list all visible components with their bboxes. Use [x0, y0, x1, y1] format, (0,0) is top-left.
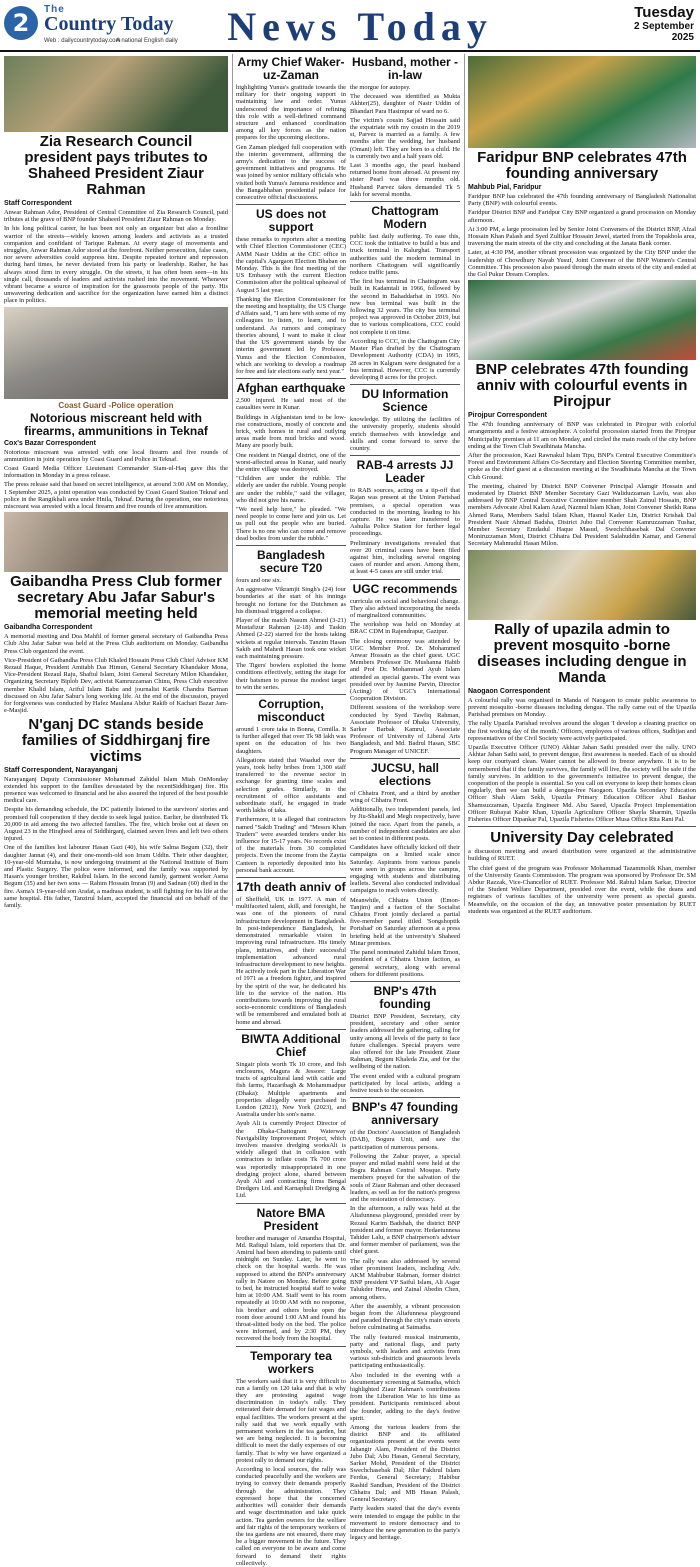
paragraph: An aggressive Vikramjit Singh's (24) four boundaries at the start of his innings brought no fortune for the Dutchmen as his dismissal triggered a collapse. — [236, 586, 346, 615]
paragraph: Among the various leaders from the district BNP and its affiliated organizations present at the events were Jahangir Alam, President of the District Jubo Dal; Abu Hasan, General Secretary, Sarker Mohd, President of the District Swechchasebak Dal; Jilur Fakhrul Islam Ferdus, General Secretary; Habibur Rashid Sandhan, President of the District Chhatra Dal; and MB Hasan Palash, General Secretary. — [350, 1424, 460, 1504]
article — [350, 459, 460, 575]
paragraph: Later, at 4:30 PM, another vibrant procession was organized by the City BNP under the leadership of Chowdhury Nayab Yusuf, Joint Convener of the BNP Women's Central Committee. This procession also passed through the main streets of the city and ended at the Gol Pukur Dream Complex. — [468, 249, 696, 279]
divider — [350, 981, 460, 982]
paragraph: Meanwhile, Chhatra Union (Emon-Tanjim) and a faction of the Socialist Chhatra Front jointly declared a partial five-member panel titled 'Songshoptik Porishad' on Saturday afternoon at a press briefing held at the university's Shaheed Minar premises. — [350, 896, 460, 947]
website: Web : dailycountrytoday.com — [44, 38, 121, 44]
paragraph: Vice-President of Gaibandha Press Club Khaled Hossain Press Club Chief Advisor KM Rezaul Haque, President Amitabh Das Himun, General Secretary Khandaker Mona, Vice-President Rezaul Raju, Shafiul Islam, Joint General Secretary Milon Khandaker, Organizing Secretary Biplob Dev, activist Kamruzzaman Chinu, Press Club executive member Khalid Islam, Ariful Islam Babu and journalist Kartik Chandra Barman discussed on Abu Jafar Sabur's long working life. At the end of the discussion, prayed for forgiveness was conducted by Hafez Maulana Abdur Rakib of Kachari Bazar Jam-e-Masjid. — [4, 656, 228, 715]
paragraph: curricula on social and behavioral change. They also advised incorporating the needs of marginalized communities. — [350, 597, 460, 619]
article — [236, 1350, 346, 1567]
article — [236, 208, 346, 375]
paragraph: The 47th founding anniversary of BNP was celebrated in Pirojpur with colorful arrangements and a festive atmosphere. A colorful procession started from the Pirojpur Municipality premises at 11 am on Monday, and circled the main roads of the city before ending at the Town Club Swadhinata Mancha. — [468, 421, 696, 450]
article — [236, 698, 346, 874]
paragraph: District BNP President, Secretary, city president, secretary and other senior leaders addressed the gathering, calling for unity among all levels of the party to face future challenges. Special prayers were also offered for the late President Ziaur Rahman, Begum Khaleda Zia, and for the wellbeing of the nation. — [350, 1012, 460, 1071]
paragraph: Upazila Executive Officer (UNO) Akhtar Jahan Sathi presided over the rally. UNO Akhtar Jahan Sathi said, to prevent dengue, first awareness is needed. Each of us should keep our courtyard clean. Water cannot be allowed to freeze anywhere. It is to be remembered that if the family survives, the family will live, the society will be safe if the family survives. In addition to the government's initiative to prevent dengue, the cooperation of the people is essential. So you call on everyone to keep their homes clean regularly, then we can build a dengue-free Naogaon. Upazila Secondary Education Officer Shah Alam Sekh, Upazila Primary Education Officer Abul Bashar Shamsuzzaman, Upazila Engineer Md. Abu Saeed, Upazila Project Implementation Officer Rubayat Kabir Khan, Upazila Agriculture Officer Shayla Sharmin, Upazila Fisheries Officer Dipankar Pal, Upazila Fisheries Officer Musa Office Rita Rani Pal. — [468, 743, 696, 823]
article — [468, 830, 696, 915]
divider — [350, 1097, 460, 1098]
headline: UGC recommends — [352, 581, 458, 596]
paragraph: The event ended with a cultural program participated by local artists, adding a festive touch to the occasion. — [350, 1072, 460, 1094]
paragraph: 2,500 injured. He said most of the casualties were in Kunar. — [236, 397, 346, 412]
paragraph: The chief guest of the program was Professor Mohammad Tazammolik Khan, member of the University Grants Commission. The program was sponsored by Professor Dr. SM Abdur Razzak, Vice-Chancellor of RUET. Professor Md. Rabiul Islam Sarkar, Director of the Student Welfare Department, presided over the event, while the deans and registrars of various faculties of the university were present as special guests. Meanwhile, on the occasion of the day, an innovative poster presentation by RUET students was organized at the RUET auditorium. — [468, 864, 696, 915]
paragraph: a discussion meeting and award distribution were organized at the administrative building of RUET. — [468, 848, 696, 863]
paragraph: The victim's cousin Sajjad Hossain said the expatriate with my cousin in the 2019 st, Parvez is married as a family. A few months after the wedding, her husband (Omani) left. They are born to a child. He is currently two and a half years old. — [350, 116, 460, 160]
paragraph: Preliminary investigations revealed that over 20 criminal cases have been filed against him, including several ongoing cases of murder and arson. Among them, at least 4-5 cases are still under trial. — [350, 539, 460, 576]
meeting-photo — [4, 512, 228, 572]
paragraph: In the afternoon, a rally was held at the Altafunnesa playground, presided over by Rezaul Karim Badshah, the district BNP president and former mayor. Hedaetunnesa Tahider Lalu, a BNP chairperson's adviser and former member of parliament, was the chief guest. — [350, 1205, 460, 1256]
paragraph: Following the Zahur prayer, a special prayer and milad mahfil were held at the Bogra Rahman Central Mosque. Party members prayed for the salvation of the souls of Ziaur Rahman and other deceased leaders, as well as for the nation's progress and the restoration of democracy. — [350, 1152, 460, 1203]
paragraph: One resident in Nangal district, one of the worst-affected areas in Kunar, said nearly the entire village was destroyed. — [236, 451, 346, 473]
arrest-photo — [4, 307, 228, 399]
article — [468, 362, 696, 547]
dengue-rally-photo — [468, 550, 696, 620]
day: Tuesday — [634, 4, 694, 21]
paragraph: One of the families lost labourer Hasan Gazi (40), his wife Salma Begum (32), their daughter Jannat (4), and their one-month-old son Irram Uddin. Their other daughter, 10-year-old Mumtaha, is now undergoing treatment at the National Institute of Burn and Plastic Surgery. The police were informed, and the family was supported by Hasan's younger brother, Rakibul Islam. In the second family, garment worker Asma Begum (35) and her two sons — Rahim Hossain Imran (9) and Sadnan (60) died in the fire. Asma's 19-year-old son Arafat, a madrasa student, is still fighting for his life at the same hospital. His father, Tanzirul Islam, accepted the financial aid on behalf of the family. — [4, 844, 228, 909]
wreath-photo — [4, 56, 228, 132]
divider — [236, 1203, 346, 1204]
paragraph: Party leaders stated that the day's events were intended to engage the public in the movement to restore democracy and to introduce the new generation to the party's legacy and heritage. — [350, 1505, 460, 1542]
paragraph: of Chhatra Front, and a third by another wing of Chhatra Front. — [350, 789, 460, 805]
headline: BIWTA Additional Chief — [241, 1031, 341, 1059]
paragraph: Narayanganj Deputy Commissioner Mohammad Zahidul Islam Miah OnMonday extended his support to the families devastated by the recentSiddhirganj fire. His presence was welcomed to financial and he also assured the injured of the best possible medical care. — [4, 775, 228, 805]
article — [4, 134, 228, 305]
byline: Pirojpur Correspondent — [468, 412, 547, 420]
headline: Faridpur BNP celebrates 47th founding anniversary — [477, 149, 687, 182]
divider — [236, 877, 346, 878]
headline: BNP's 47 founding anniversary — [351, 1100, 459, 1128]
paragraph: highlighting Yunus's gratitude towards the military for their ongoing support in maintaining law and order. Yunus underscored the importance of refining this role with a well-defined command structure and enhanced coordination among all key forces as the nation prepares for the upcoming elections. — [236, 84, 346, 142]
paragraph: In his long political career, he has been not only an organizer but also a frontline warrior of the streets—widely known among leaders and activists as a trusted companion and confidant of Tarique Rahman. At every stage of movements and struggles, Anwar Rahman Ador stood at the forefront. Neither persecution, false cases, nor severe adversities could suppress him. Despite repeated torture and repression during hard times, he never deviated from his party or leadership. Rather, he has always stood firm in every struggle. On the streets, it has often been seen—in his single call, thousands of leaders and activists rushed into the movement. Whenever vibrant became a source of inspiration for the grassroots people of the party. His unwavering dedication and sacrifice for the organization have earned him a distinct place in politics. — [4, 225, 228, 305]
headline: RAB-4 arrests JJ Leader — [356, 458, 454, 486]
divider — [236, 545, 346, 546]
tagline: A national English daily — [116, 38, 178, 44]
paragraph: Additionally, two independent panels, led by Jiu-Shakil and Megh respectively, have joined the race. Apart from the panels, a number of independent candidates are also set to contest in different posts. — [350, 806, 460, 843]
paragraph: Different sessions of the workshop were conducted by Syed Tawfiq Rahman, Associate Professor of Dhaka University, Sarker Barbak Kamrul, Associate Professor of University of Liberal Arts Bangladesh, and Md. Badrul Hasan, SBC Program Manager of UNICEF. — [350, 704, 460, 755]
brand-name: Country Today — [44, 13, 174, 35]
paragraph: The rally was also addressed by several other prominent leaders, including Adv. AKM Mahbubur Rahman, former district BNP president VP Saiful Islam, Ali Asgar Talukder Hena, and Zainal Abedin Chen, among others. — [350, 1257, 460, 1301]
divider — [350, 201, 460, 202]
paragraph: The deceased was identified as Mukta Akhter(25), daughter of Nasir Uddin of Bhandari Para Hasimpur of ward no 6. — [350, 93, 460, 115]
article — [350, 762, 460, 978]
paragraph: Player of the match Nasum Ahmed (3-21) Mustafizur Rahman (2-18) and Taskin Ahmed (2-22) starred for the hosts taking wickets at regular intervals. Tanzim Hasan Sakib and Mahedi Hasan took one wicket each maintaining pressure. — [236, 616, 346, 660]
byline: Mahbub Pial, Faridpur — [468, 184, 542, 191]
paragraph: around 1 crore taka in Bonna, Comilla. It is further alleged that over Tk 98 lakh was spent on the education of his two daughters. — [236, 726, 346, 755]
paragraph: Buildings in Afghanistan tend to be low-rise constructions, mostly of concrete and brick, with homes in rural and outlying areas made from mud bricks and wood. Many are poorly built. — [236, 413, 346, 450]
paragraph: Despite his demanding schedule, the DC patiently listened to the survivors' stories and promised full cooperation if they decide to seek legal justice. Earlier, he distributed Tk 20,000 in aid among the two affected families. The fire, which broke out at dawn on August 23 in the Hirajheel area of Siddhirganj, claimed seven lives and left two others injured. — [4, 806, 228, 843]
headline: Bangladesh secure T20 — [256, 547, 325, 575]
headline: DU Information Science — [361, 387, 449, 415]
headline: BNP's 47th founding — [373, 983, 437, 1011]
paragraph: Notorious miscreant was arrested with one local firearm and five rounds of ammunition in joint operation by Coast Guard and Police in Teknaf. — [4, 448, 228, 463]
article — [350, 1101, 460, 1541]
byline: Staff Correspondent, Narayanganj — [4, 766, 118, 774]
paragraph: A colourful rally was organised in Manda of Naogaon to create public awareness to prevent mosquito -borne diseases including dengue. The rally came out of the Upazila Parishad premises on Monday. — [468, 696, 696, 719]
divider — [236, 204, 346, 205]
paragraph: Thanking the Election Commissioner for the meeting and hospitality, the US Charge d'Affairs said, "I am here with some of my colleagues to listen, to learn, and to understand. As rumors and conspiracy theories abound, I want to make it clear that the US government stands by the interim government led by Professor Yunus and the Election Commission, which are working to develop a roadmap for free and fair elections early next year." — [236, 295, 346, 375]
masthead — [0, 0, 700, 52]
paragraph: According to local sources, the rally was conducted peacefully and the workers are trying to convey their demands properly through the administration. They expressed hope that the concerned authorities will consider their demands and wage discrimination and take quick action. Tea garden owners for the welfare and fair rights of the temporary workers of the tea gardens are not ensured, there may be a bigger movement in the future. They called on everyone to be aware and come forward to demand their rights collectively. — [236, 1466, 346, 1567]
date: 2 September — [633, 21, 694, 32]
paragraph: A memorial meeting and Doa Mahfil of former general secretary of Gaibandha Press Club Abu Jafar Sabur was held at the Press Club auditorium on Monday. Gaibandha Press Club organized the event. — [4, 633, 228, 655]
headline: Notorious miscreant held with firearms, ammunitions in Teknaf — [24, 410, 208, 438]
paragraph: fours and one six. — [236, 576, 282, 584]
paragraph: The panel nominated Zahidul Islam Emon, president of a Chhatra Union faction, as general secretary, along with several others for different positions. — [350, 949, 460, 978]
paragraph: The closing ceremony was attended by UGC Member Prof. Dr. Mohammed Anwar Hossain as the chief guest. UGC Members Professor Dr. Mushanna Habib and Prof Dr. Mohammad Ayub Islam attended as special guests. The event was presided over by Jasmine Parvin, Director (Acting) of UGC's International Cooperation Division. — [350, 637, 460, 703]
paragraph: Also included in the evening with a documentary screening at Satmatha, which highlighted Ziaur Rahman's contributions from the Liberation War to his time as president. Participants reminisced about the founder, adding to the day's festive spirit. — [350, 1371, 460, 1422]
column-3 — [468, 54, 696, 915]
headline: Zia Research Council president pays tributes to Shaheed President Ziaur Rahman — [24, 133, 208, 198]
paragraph: The Tigers' bowlers exploited the home conditions effectively, setting the stage for their batsmen to pursue the modest target to win the series. — [236, 662, 346, 691]
article — [350, 56, 460, 198]
rally-photo — [468, 56, 696, 148]
article — [350, 583, 460, 755]
paragraph: Furthermore, it is alleged that contractors named "Sakib Trading" and "Messrs Khan Traders" were awarded tenders under his influence for 15-17 years. No records exist of the materials from 30 completed projects. Even the income from the Zaytia Canteen is reportedly deposited into his personal bank account. — [236, 816, 346, 874]
section-title: News Today — [227, 4, 493, 49]
paragraph: of Sheffield, UK in 1977. A man of multifaceted talent, skill, and foresight, he was one of the pioneers of rural infrastructure development in Bangladesh. In post-independence Bangladesh, he demonstrated remarkable vision in improving rural infrastructure. His timely plans, initiatives, and their successful implementation advanced rural infrastructure development to new heights. He actively took part in the Liberation War of 1971 as a freedom fighter, and inspired by the spirit of the war, he dedicated his life to the service of the nation. His contributions towards improving the rural socio-economic conditions of Bangladesh will be remembered and emulated both at home and abroad. — [236, 896, 346, 1026]
byline: Naogaon Correspondent — [468, 687, 551, 695]
paragraph: public fast daily suffering. To ease this, CCC took the initiative to build a bus and truck terminal in Kalurghat. Transport authorities said the modern terminal in northern Chattogram will significantly reduce traffic jams. — [350, 233, 460, 277]
headline: Rally of upazila admin to prevent mosquito -borne diseases including dengue in Manda — [477, 620, 687, 686]
divider — [350, 758, 460, 759]
article — [350, 985, 460, 1094]
paragraph: The rally featured musical instruments, party and national flags, and party symbols, with leaders and activists from various sub-districts and grassroots levels participating enthusiastically. — [350, 1333, 460, 1370]
article — [236, 881, 346, 1026]
dateline — [594, 4, 694, 43]
column-rule — [232, 54, 233, 906]
headline: University Day celebrated — [490, 829, 674, 847]
article — [350, 205, 460, 381]
paragraph: The first bus terminal in Chattogram was built in Kadamtali in 1966, followed by the second in Bahaddarhat in 1993. No new bus terminal was built in the following 32 years. The city bus terminal project was approved in October 2019, but due to various complications, CCC could not complete it on time. — [350, 278, 460, 336]
headline: JUCSU, hall elections — [370, 760, 439, 788]
headline: Afghan earthquake — [236, 381, 346, 396]
headline: US does not support — [255, 207, 326, 235]
brand-top: The — [44, 4, 65, 15]
article — [4, 574, 228, 714]
article — [350, 388, 460, 452]
headline: N'ganj DC stands beside families of Siddhirganj fire victims — [21, 715, 211, 765]
paragraph: After the procession, Kazi Rawnakul Islam Tipu, BNP's Central Executive Committee's Forest and Environment Affairs Co-Secretary and Election Steering Committee member, spoke as the chief guest at a discussion meeting at the Swadhinata Mancha at the Town Club Ground. — [468, 452, 696, 481]
byline: Gaibandha Correspondent — [4, 624, 93, 632]
byline: Cox's Bazar Correspondent — [4, 439, 96, 447]
paragraph: Faridpur BNP has celebrated the 47th founding anniversary of Bangladesh Nationalist Party (BNP) with colourful events. — [468, 193, 696, 208]
paragraph: The workshop was held on Monday at BRAC CDM in Rajendrapur, Gazipur. — [350, 621, 460, 636]
paragraph: Anwar Rahman Ador, President of Central Committee of Zia Research Council, paid tributes at the grave of BNP founder Shaheed President Ziaur Rahman on Monday. — [4, 209, 228, 224]
paragraph: Allegations stated that Waadud over the years, took hefty bribes from 1,300 staff transferred to the revenue sector in exchange for granting time scales and selection grades. Similarly, in the recruitment of office assistants and subordinate staff, he engaged in trade worth lakhs of taka. — [236, 756, 346, 815]
column-2b — [350, 54, 460, 1542]
article — [236, 1207, 346, 1343]
paragraph: The workers said that it is very difficult to run a family on 120 taka and that is why they are protesting against wage discrimination in today's rally. They reiterated their demand for fair wages and equal facilities. The workers present at the rally said that we work equally with permanent workers in the tea garden, but we are being neglected. It is becoming difficult to meet the daily expenses of our family. That is why we have organized a protest rally to demand our rights. — [236, 1377, 346, 1464]
procession-photo — [468, 280, 696, 360]
paragraph: At 3:00 PM, a large procession led by Senior Joint Conveners of the District BNP, Afzal Hossain Khan Palash and Syed Zulfikar Hossain Jewel, started from the Topakhola area, traversing the main streets of the city and concluding at the Janata Bank corner. — [468, 225, 696, 248]
byline: Staff Correspondent — [4, 200, 72, 207]
headline: Chattogram Modern — [371, 204, 439, 232]
paragraph: The rally Upazila Parishad revolves around the slogan 'I develop a cleaning practice on the first working day of the month.' Officers, employees of various offices, Sudhijan and representatives of the Civil Society were actively participated. — [468, 720, 696, 742]
brand-logo — [44, 4, 184, 44]
headline: Natore BMA President — [256, 1205, 326, 1233]
article — [468, 150, 696, 278]
paragraph: "Children are under the rubble. The elderly are under the rubble. Young people are under the rubble," said the villager, who did not give his name. — [236, 475, 346, 504]
divider — [236, 378, 346, 379]
paragraph: Gen Zaman pledged full cooperation with the interim government, affirming the army's dedication to the success of government initiatives and programs. He was joined by senior military officials who visited both Yunus's Jamuna residence and the Bangabhaban presidential palace for consecutive official discussions. — [236, 143, 346, 202]
headline: BNP celebrates 47th founding anniv with colourful events in Pirojpur — [475, 361, 689, 411]
paragraph: Ayub Ali is currently Project Director of the Dhaka-Chattogram Waterway Navigability Improvement Project, which involves massive dredging worksAli is widely alleged that in collusion with contractors to inflate costs Tk 700 crore was reportedly misappropriated in one dredging project alone, shared between Ayub Ali and contracting firms Bengal Dredgers Ltd. and Karnaphuli Dredging & Ltd. — [236, 1120, 346, 1200]
article — [4, 717, 228, 910]
paragraph: "We need help here," he pleaded. "We need people to come here and join us. Let us pull out the people who are buried. There is no one who can come and remove dead bodies from under the rubble." — [236, 505, 346, 542]
paragraph: brother and manager of Amantha Hospital, Md. Rafiqul Islam, told reporters that Dr. Amirul had been attending to patients until midnight on Sunday. Later, he went to check on the hospital wards. He was supposed to attend the BNP's anniversary rally in Natore on Monday. Before going to bed, he instructed hospital staff to wake him at 10:00 AM. Staff went to his room repeatedly at 10:00 AM with no response, his brother and others broke open the room door around 1:00 AM and found his throat-slitted body on the bed. The police were informed, and by 2:30 PM, they recovered the body from the hospital. — [236, 1234, 346, 1343]
paragraph: of the Doctors' Association of Bangladesh (DAB), Bogura Unit, and saw the participation of numerous persons. — [350, 1129, 460, 1151]
paragraph: Faridpur District BNP and Faridpur City BNP organized a grand procession on Monday afternoon. — [468, 209, 696, 224]
article — [4, 401, 228, 511]
paragraph: to RAB sources, acting on a tip-off that Rajan was present at the Union Parishad premises, a special operation was conducted in the morning, leading to his capture. He was later transferred to Ashulia Police Station for further legal proceedings. — [350, 487, 460, 538]
headline: Temporary tea workers — [250, 1348, 332, 1376]
paragraph: these remarks to reporters after a meeting with Chief Election Commissioner (CEC) AMM Nasir Uddin at the CEC office in the capital's Agargaon Election Bhaban on Monday. This is the first meeting of the US Embassy with the current Election Commission after the political upheaval of August 5 last year. — [236, 236, 346, 294]
paragraph: The press release said that based on secret intelligence, at around 3:00 AM on Monday, 1 September 2025, a joint operation was conducted by Coast Guard Station Teknaf and police in the Rangikhali area under Hnila, Teknaf. During the operation, one notorious miscreant was arrested with a local firearm and five rounds of live ammunition. — [4, 481, 228, 511]
divider — [236, 1029, 346, 1030]
article — [236, 382, 346, 542]
article — [236, 549, 346, 691]
paragraph: Last 3 months ago, the pearl husband returned home from abroad. At present my sister Pearl was three months old. Husband Parvez takes demanded Tk 5 lakh for several months. — [350, 162, 460, 198]
paragraph: According to CCC, in the Chattogram City Master Plan drafted by the Chattogram Development Authority (CDA) in 1995, 28 acres in Kalgram were designated for a bus terminal. However, CCC is currently developing 8 acres for the project. — [350, 337, 460, 381]
divider — [468, 826, 696, 827]
divider — [350, 455, 460, 456]
headline: Corruption, misconduct — [257, 697, 325, 725]
year: 2025 — [671, 32, 694, 43]
paragraph: Candidates have officially kicked off their campaigns on a limited scale since Saturday. Aspirants from various panels were seen in groups across the campus, engaging with students and distributing leaflets. Several also conducted individual campaigns to reach voters directly. — [350, 844, 460, 895]
paragraph: Singair plots worth Tk 10 crore, and fish enclosures, Magura & Jessore: Large tracts of agricultural land with cattle and fish farms, Hazaribagh & Mohammadpur (Dhaka): Multiple apartments and properties allegedly were purchased in London (2021), New York (2023), and Australia under his son's name. — [236, 1060, 346, 1119]
column-1 — [4, 54, 228, 909]
column-rule — [464, 54, 465, 906]
article — [468, 622, 696, 823]
divider — [350, 579, 460, 580]
paragraph: Coast Guard Media Officer Lieutenant Commander Siam-ul-Haq gave this the information in Monday in a press release. — [4, 465, 228, 480]
divider — [236, 1346, 346, 1347]
column-2 — [236, 54, 346, 1567]
paragraph: After the assembly, a vibrant procession began from the Altafunnesa playground and paraded through the city's main streets before culminating at Satmatha. — [350, 1302, 460, 1332]
headline: Husband, mother -in-law — [351, 55, 458, 82]
headline: 17th death anniv of — [236, 880, 346, 895]
paragraph: knowledge. By utilizing the facilities of the university properly, students should enrich themselves with knowledge and skills and come forward to serve the country. — [350, 416, 460, 452]
article — [236, 1033, 346, 1200]
paragraph: the morgue for autopsy. — [350, 84, 411, 91]
page-number: 2 — [4, 6, 38, 40]
paragraph: The meeting, chaired by District BNP Convener Principal Alamgir Hossain and moderated by District BNP Member Secretary Gazi Waliduzzaman Lavlu, was also addressed by BNP Central Executive Committee member Shah Zainul Hossain, BNP members Advocate Abul Kalam Azad, Nazmul Islam Khan, Joint Convener Sheikh Rana Ahmed Rana, Members Sadul Islam Khan, Hasnul Kader Lin, District Krishak Dal President Nasir Ahmad Badsha, District Jubo Dal Convener Kamruzzaman Tushar, Member Secretary Emdadul Haque Masud, Swechchhasebak Dal Convener Moniruzzaman Moni, District Chhatra Dal President Salahuddin Kamar, and General Secretary Mahmudul Hasan Milon. — [468, 482, 696, 548]
divider — [236, 694, 346, 695]
headline: Gaibandha Press Club former secretary Abu Jafar Sabur's memorial meeting held — [10, 573, 222, 623]
divider — [350, 384, 460, 385]
article — [236, 56, 346, 201]
kicker: Coast Guard -Police operation — [58, 400, 174, 410]
headline: Army Chief Waker-uz-Zaman — [237, 55, 345, 82]
